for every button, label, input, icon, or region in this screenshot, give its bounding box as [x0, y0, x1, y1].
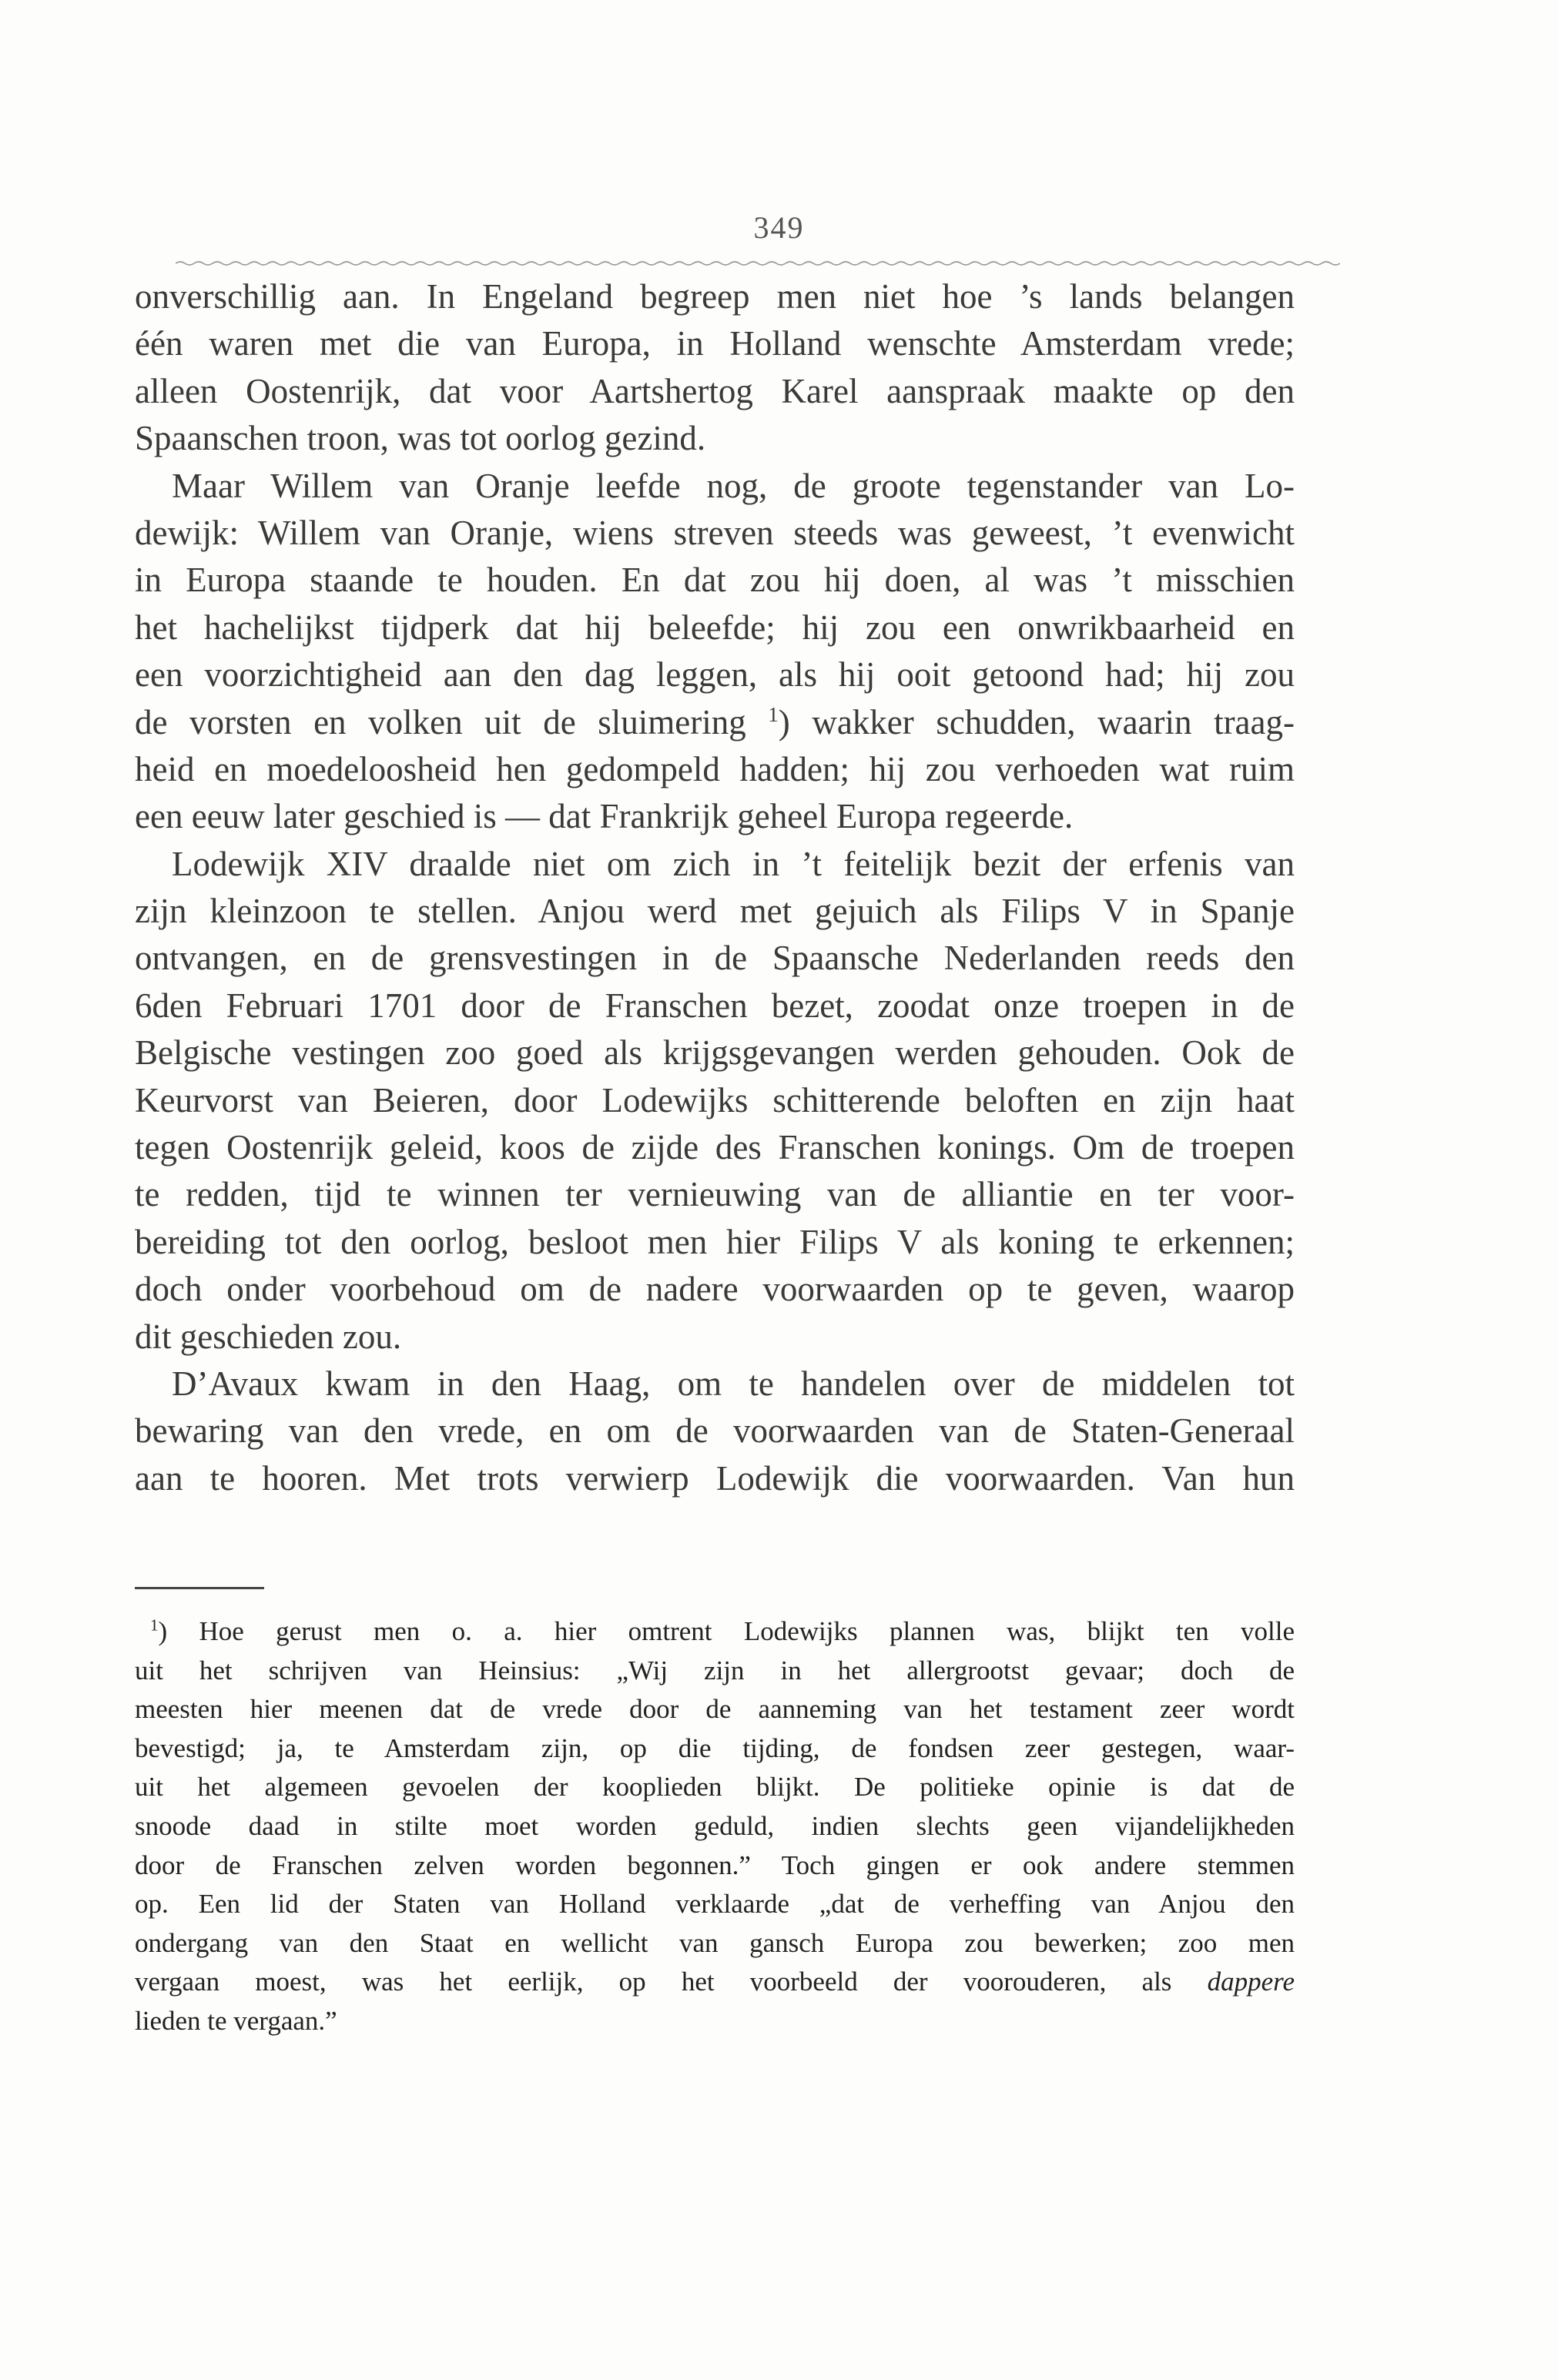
text-line: in Europa staande te houden. En dat zou hij doen, al was ’t misschien: [135, 561, 1295, 600]
text-segment: de vorsten en volken uit de sluimering: [135, 702, 746, 741]
text-line: Belgische vestingen zoo goed als krijgsgevangen werden gehouden. Ook de: [135, 1033, 1295, 1073]
page-number: 349: [753, 210, 805, 245]
text-segment: ) Hoe gerust men o. a. hier omtrent Lodewijks plannen was, blijkt ten volle: [158, 1616, 1295, 1646]
text-line: aan te hooren. Met trots verwierp Lodewijk die voorwaarden. Van hun: [135, 1458, 1295, 1498]
footnote-line: bevestigd; ja, te Amsterdam zijn, op die tijding, de fondsen zeer gestegen, waar-: [135, 1732, 1295, 1763]
text-line: een eeuw later geschied is — dat Frankrijk geheel Europa regeerde.: [135, 797, 1074, 836]
text-line: ontvangen, en de grensvestingen in de Spaansche Nederlanden reeds den: [135, 939, 1295, 978]
text-line: tegen Oostenrijk geleid, koos de zijde des Franschen konings. Om de troepen: [135, 1128, 1295, 1167]
footnote-line: snoode daad in stilte moet worden geduld, indien slechts geen vijandelijkheden: [135, 1810, 1295, 1841]
text-line: dit geschieden zou.: [135, 1317, 402, 1356]
footnote-line: meesten hier meenen dat de vrede door de aanneming van het testament zeer wordt: [135, 1694, 1295, 1725]
text-line: onverschillig aan. In Engeland begreep men niet hoe ’s lands belangen: [135, 277, 1295, 316]
text-line: zijn kleinzoon te stellen. Anjou werd met gejuich als Filips V in Spanje: [135, 892, 1295, 931]
text-line: Spaanschen troon, was tot oorlog gezind.: [135, 419, 706, 458]
text-line-with-footnote-ref: [135, 699, 1295, 746]
footnote-line: lieden te vergaan.”: [135, 2005, 337, 2036]
text-line: Maar Willem van Oranje leefde nog, de groote tegenstander van Lo-: [172, 466, 1295, 505]
text-segment: vergaan moest, was het eerlijk, op het voorbeeld der voorouderen, als: [135, 1967, 1172, 1997]
ornamental-rule: [176, 259, 1340, 267]
footnote-separator: [135, 1587, 264, 1589]
footnote-line: [135, 1612, 1295, 1652]
text-line: Keurvorst van Beieren, door Lodewijks schitterende beloften en zijn haat: [135, 1080, 1295, 1120]
text-line: heid en moedeloosheid hen gedompeld hadden; hij zou verhoeden wat ruim: [135, 749, 1295, 788]
text-line: het hachelijkst tijdperk dat hij beleefde; hij zou een onwrikbaarheid en: [135, 608, 1295, 647]
footnote-reference: 1: [768, 702, 779, 726]
footnote-line: op. Een lid der Staten van Holland verklaarde „dat de verheffing van Anjou den: [135, 1889, 1295, 1920]
text-line: bereiding tot den oorlog, besloot men hier Filips V als koning te erkennen;: [135, 1222, 1295, 1261]
text-line: één waren met die van Europa, in Holland wenschte Amsterdam vrede;: [135, 324, 1295, 363]
italic-word: dappere: [1207, 1967, 1295, 1997]
text-line: doch onder voorbehoud om de nadere voorwaarden op te geven, waarop: [135, 1270, 1295, 1309]
text-line: dewijk: Willem van Oranje, wiens streven steeds was geweest, ’t evenwicht: [135, 513, 1295, 552]
text-line: een voorzichtigheid aan den dag leggen, als hij ooit getoond had; hij zou: [135, 655, 1295, 695]
footnote-line: uit het algemeen gevoelen der kooplieden blijkt. De politieke opinie is dat de: [135, 1772, 1295, 1803]
text-line: 6den Februari 1701 door de Franschen bezet, zoodat onze troepen in de: [135, 986, 1295, 1025]
footnote: [135, 1612, 1295, 2041]
footnote-line-with-italic: [135, 1963, 1295, 2002]
text-line: D’Avaux kwam in den Haag, om te handelen over de middelen tot: [172, 1364, 1295, 1403]
footnote-marker: 1: [150, 1615, 159, 1635]
text-line: bewaring van den vrede, en om de voorwaarden van de Staten-Generaal: [135, 1411, 1295, 1451]
main-text: [135, 273, 1295, 1502]
text-line: alleen Oostenrijk, dat voor Aartshertog Karel aanspraak maakte op den: [135, 371, 1295, 410]
text-line: te redden, tijd te winnen ter vernieuwing van de alliantie en ter voor-: [135, 1175, 1295, 1214]
text-segment: ) wakker schudden, waarin traag-: [778, 702, 1295, 741]
footnote-line: ondergang van den Staat en wellicht van gansch Europa zou bewerken; zoo men: [135, 1927, 1295, 1958]
footnote-line: uit het schrijven van Heinsius: „Wij zijn in het allergrootst gevaar; doch de: [135, 1655, 1295, 1685]
text-line: Lodewijk XIV draalde niet om zich in ’t feitelijk bezit der erfenis van: [172, 844, 1295, 883]
footnote-line: door de Franschen zelven worden begonnen.” Toch gingen er ook andere stemmen: [135, 1849, 1295, 1880]
